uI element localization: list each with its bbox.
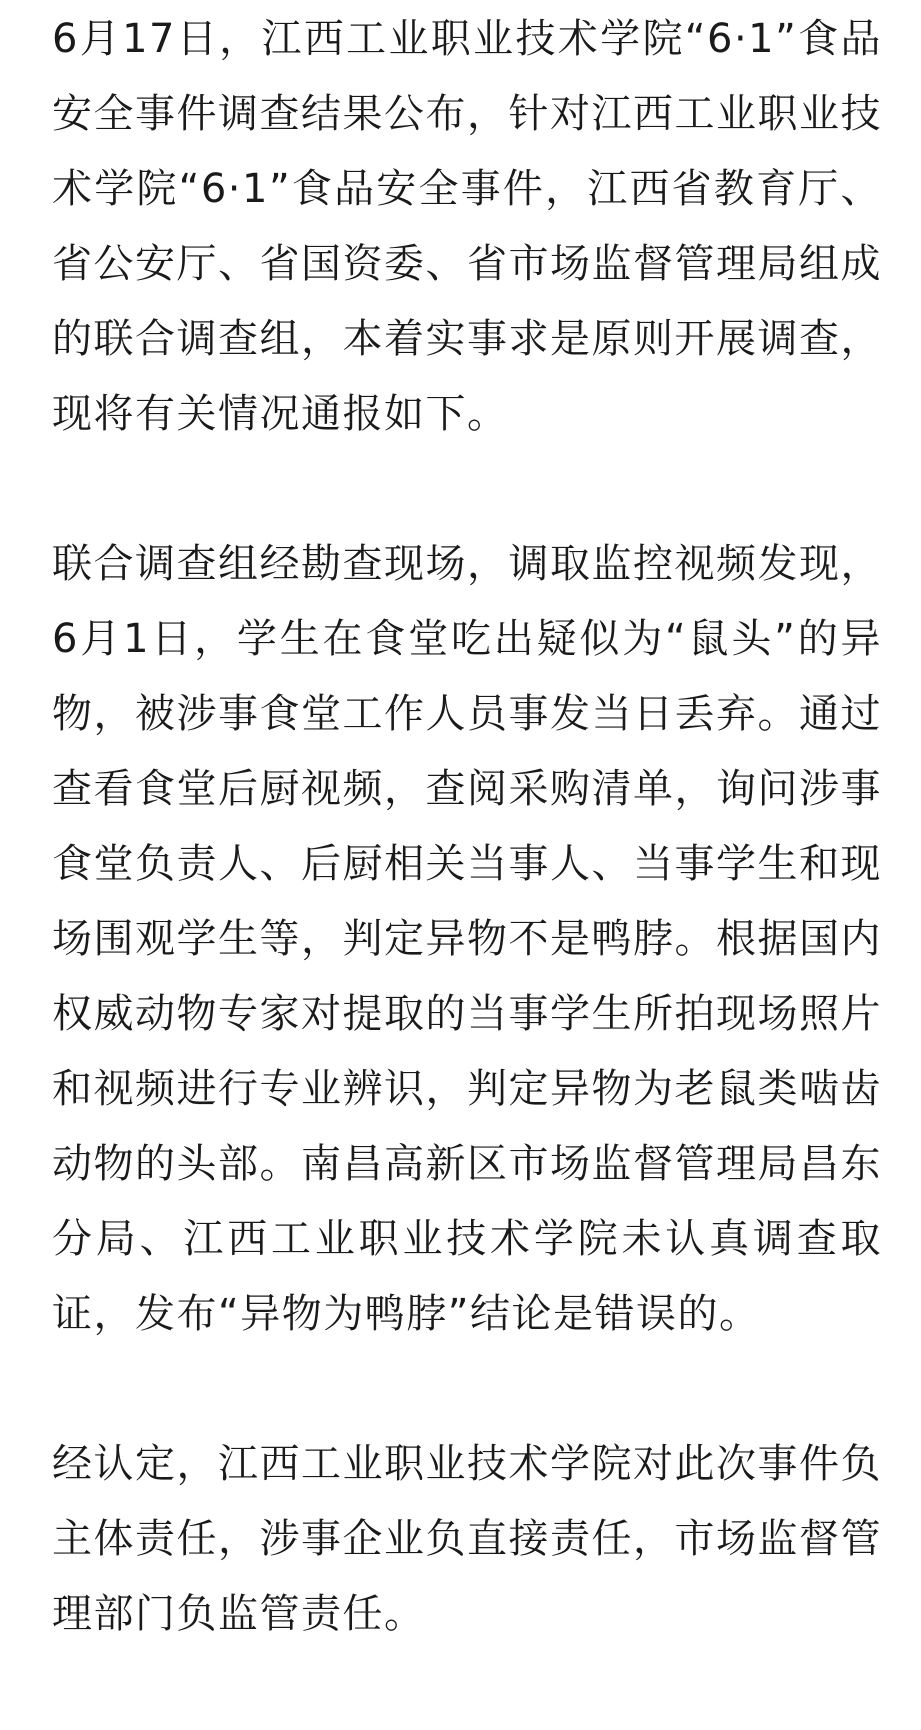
paragraph-1: 6月17日，江西工业职业技术学院“6·1”食品安全事件调查结果公布，针对江西工业职业技术学院“6·1”食品安全事件，江西省教育厅、省公安厅、省国资委、省市场监督管理局组成的联合调查组，本着实事求是原则开展调查，现将有关情况通报如下。 <box>52 16 882 437</box>
truncated-next-line <box>52 1706 872 1730</box>
paragraph-3: 经认定，江西工业职业技术学院对此次事件负主体责任，涉事企业负直接责任，市场监督管理部门负监管责任。 <box>52 1441 882 1637</box>
paragraph-2: 联合调查组经勘查现场，调取监控视频发现，6月1日，学生在食堂吃出疑似为“鼠头”的异物，被涉事食堂工作人员事发当日丢弃。通过查看食堂后厨视频，查阅采购清单，询问涉事食堂负责人、后厨相关当事人、当事学生和现场围观学生等，判定异物不是鸭脖。根据国内权威动物专家对提取的当事学生所拍现场照片和视频进行专业辨识，判定异物为老鼠类啮齿动物的头部。南昌高新区市场监督管理局昌东分局、江西工业职业技术学院未认真调查取证，发布“异物为鸭脖”结论是错误的。 <box>52 541 882 1337</box>
article-body <box>52 2 882 1652</box>
